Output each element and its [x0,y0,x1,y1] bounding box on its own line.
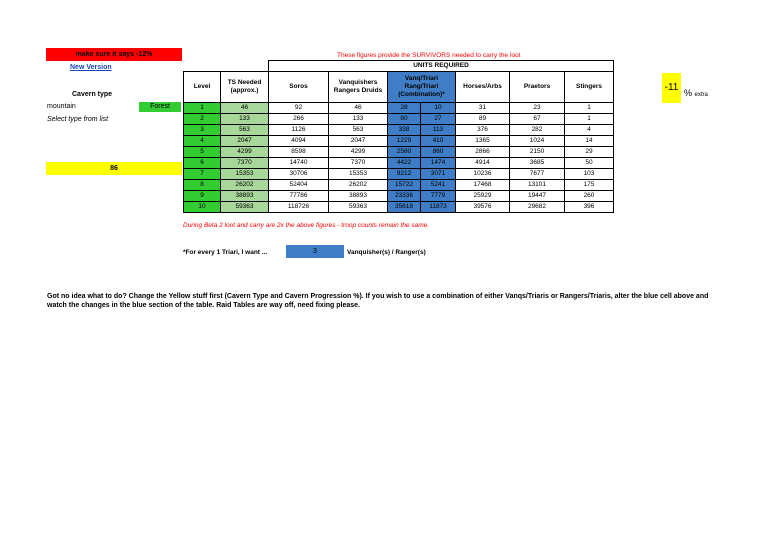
level-cell: 1 [184,103,221,114]
stingers-cell: 103 [565,169,614,180]
col-stingers: Stingers [565,72,614,103]
ts-cell: 15353 [221,169,269,180]
stingers-cell: 4 [565,125,614,136]
praetors-cell: 2150 [510,147,565,158]
vanq-cell: 26202 [329,180,388,191]
triari-ratio-suffix: Vanquisher(s) / Ranger(s) [347,249,426,256]
horses-cell: 39576 [456,202,510,213]
table-row [184,191,614,202]
col-praetors: Praetors [510,72,565,103]
table-row [184,202,614,213]
cavern-progression-input[interactable]: 86 [46,162,182,175]
beta-note: During Beta 2 loot and carry are 2x the above figures - troop counts remain the same. [183,222,430,229]
ts-cell: 2047 [221,136,269,147]
vanq-cell: 7370 [329,158,388,169]
horses-cell: 2866 [456,147,510,158]
combo-vanq-cell: 23336 [388,191,421,202]
horses-cell: 25929 [456,191,510,202]
soros-cell: 266 [269,114,329,125]
col-combination: Vanq/Triari Rang/Triari (Combination)* [388,72,456,103]
level-cell: 6 [184,158,221,169]
soros-cell: 1126 [269,125,329,136]
vanq-cell: 59363 [329,202,388,213]
ts-cell: 46 [221,103,269,114]
cavern-type-select[interactable]: mountain [47,103,76,110]
vanq-cell: 46 [329,103,388,114]
col-level: Level [184,72,221,103]
level-cell: 9 [184,191,221,202]
combo-triari-cell: 1474 [421,158,456,169]
ts-cell: 133 [221,114,269,125]
cavern-type-label: Cavern type [72,91,113,98]
combo-vanq-cell: 80 [388,114,421,125]
combo-vanq-cell: 4422 [388,158,421,169]
combo-vanq-cell: 338 [388,125,421,136]
stingers-cell: 50 [565,158,614,169]
soros-cell: 8598 [269,147,329,158]
level-cell: 3 [184,125,221,136]
praetors-cell: 23 [510,103,565,114]
ts-cell: 4299 [221,147,269,158]
horses-cell: 31 [456,103,510,114]
ts-cell: 38893 [221,191,269,202]
praetors-cell: 29682 [510,202,565,213]
new-version-link[interactable]: New Version [70,64,112,71]
horses-cell: 89 [456,114,510,125]
combo-vanq-cell: 28 [388,103,421,114]
col-soros: Soros [269,72,329,103]
ts-cell: 59363 [221,202,269,213]
triari-ratio-label: *For every 1 Triari, I want ... [183,249,268,256]
stingers-cell: 396 [565,202,614,213]
forest-cell: Forest [139,102,181,112]
table-row [184,103,614,114]
horses-cell: 376 [456,125,510,136]
combo-vanq-cell: 15722 [388,180,421,191]
combo-vanq-cell: 35618 [388,202,421,213]
praetors-cell: 1024 [510,136,565,147]
praetors-cell: 7677 [510,169,565,180]
vanq-cell: 133 [329,114,388,125]
horses-cell: 17468 [456,180,510,191]
praetors-cell: 282 [510,125,565,136]
soros-cell: 77786 [269,191,329,202]
soros-cell: 4094 [269,136,329,147]
vanq-cell: 2047 [329,136,388,147]
stingers-cell: 1 [565,114,614,125]
stingers-cell: 260 [565,191,614,202]
horses-cell: 4914 [456,158,510,169]
extra-percent-input[interactable]: -11 [662,73,681,103]
praetors-cell: 67 [510,114,565,125]
horses-cell: 1365 [456,136,510,147]
col-vanquishers: Vanquishers Rangers Druids [329,72,388,103]
triari-ratio-input[interactable]: 3 [286,245,344,258]
level-cell: 4 [184,136,221,147]
col-horses: Horses/Arbs [456,72,510,103]
select-type-hint: Select type from list [47,116,109,123]
table-row [184,147,614,158]
stingers-cell: 1 [565,103,614,114]
table-row [184,114,614,125]
stingers-cell: 14 [565,136,614,147]
vanq-cell: 563 [329,125,388,136]
combo-triari-cell: 7779 [421,191,456,202]
combo-vanq-cell: 9212 [388,169,421,180]
praetors-cell: 3685 [510,158,565,169]
table-row [184,158,614,169]
units-required-header: UNITS REQUIRED [269,61,614,72]
table-row [184,180,614,191]
combo-triari-cell: 860 [421,147,456,158]
ts-cell: 7370 [221,158,269,169]
soros-cell: 92 [269,103,329,114]
combo-triari-cell: 27 [421,114,456,125]
soros-cell: 30706 [269,169,329,180]
table-row [184,136,614,147]
col-ts-needed: TS Needed (approx.) [221,72,269,103]
extra-label: % extra [684,88,708,98]
soros-cell: 52404 [269,180,329,191]
stingers-cell: 175 [565,180,614,191]
combo-vanq-cell: 2580 [388,147,421,158]
survivors-note: These figures provide the SURVIVORS needed to carry the loot [337,52,521,59]
level-cell: 2 [184,114,221,125]
horses-cell: 10236 [456,169,510,180]
combo-triari-cell: 11873 [421,202,456,213]
warning-banner: make sure it says -12% [46,48,182,61]
table-row [184,169,614,180]
soros-cell: 118726 [269,202,329,213]
combo-triari-cell: 113 [421,125,456,136]
units-table [183,60,614,213]
table-row [184,125,614,136]
level-cell: 7 [184,169,221,180]
combo-triari-cell: 10 [421,103,456,114]
combo-vanq-cell: 1229 [388,136,421,147]
soros-cell: 14740 [269,158,329,169]
instructions-note: Got no idea what to do? Change the Yellow stuff first (Cavern Type and Cavern Progression %). If you wish to use a combination of either Vanqs/Triaris or Rangers/Triaris, alter the blue cell above and watch the changes in the blue section of the table. Raid Tables are way off, need fixing please. [47,293,709,309]
ts-cell: 26202 [221,180,269,191]
level-cell: 5 [184,147,221,158]
stingers-cell: 29 [565,147,614,158]
vanq-cell: 4299 [329,147,388,158]
level-cell: 8 [184,180,221,191]
combo-triari-cell: 410 [421,136,456,147]
combo-triari-cell: 5241 [421,180,456,191]
vanq-cell: 38893 [329,191,388,202]
combo-triari-cell: 3071 [421,169,456,180]
vanq-cell: 15353 [329,169,388,180]
ts-cell: 563 [221,125,269,136]
level-cell: 10 [184,202,221,213]
praetors-cell: 13101 [510,180,565,191]
praetors-cell: 19447 [510,191,565,202]
